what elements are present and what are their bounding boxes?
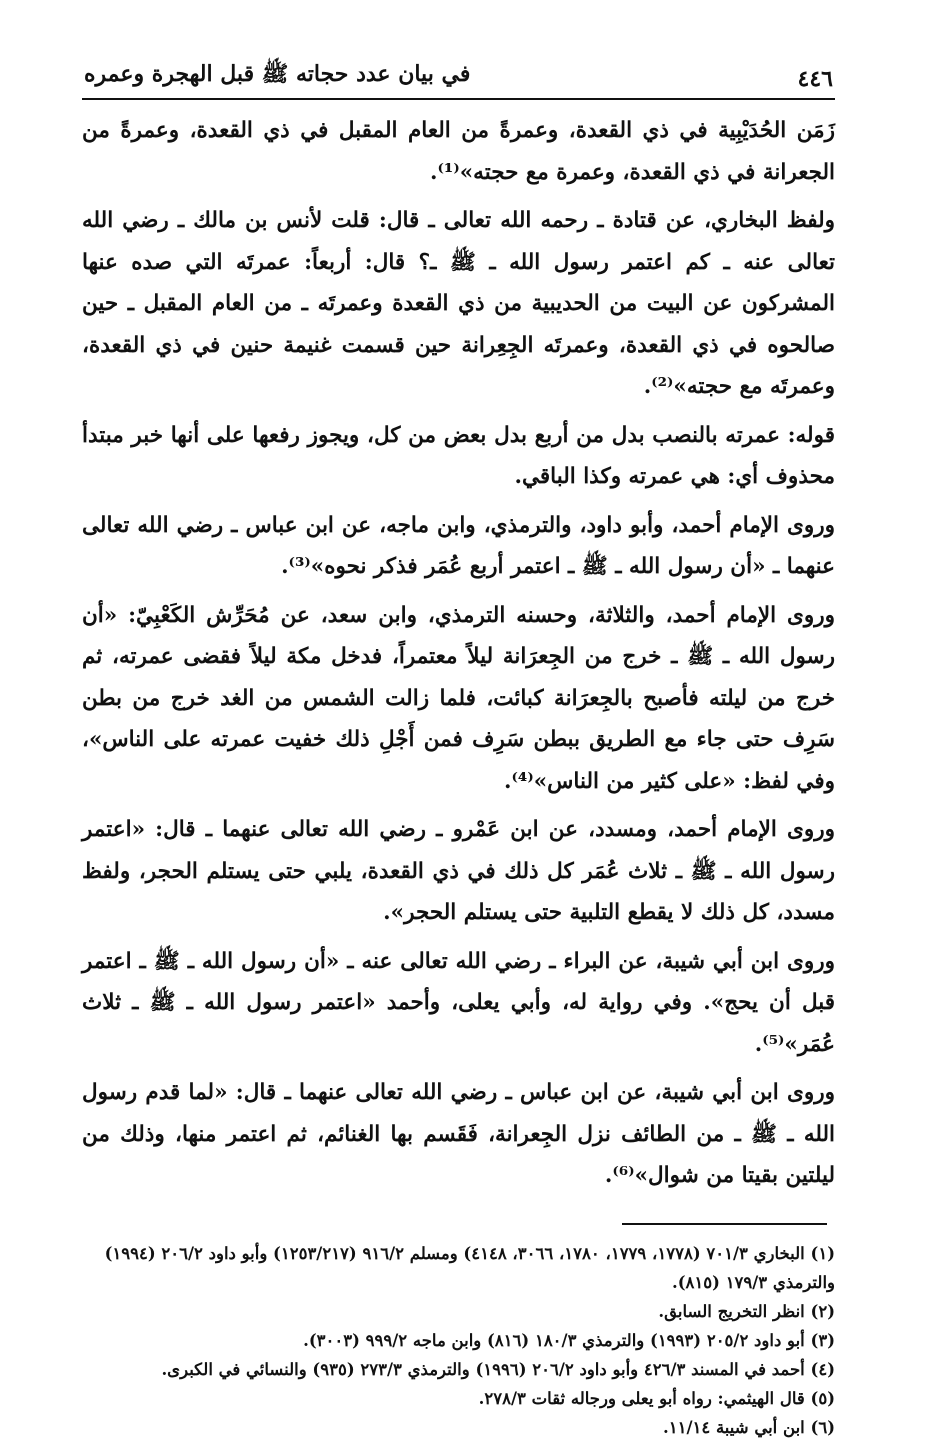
page-header <box>82 60 835 100</box>
footnotes <box>82 1239 835 1442</box>
paragraph: قوله: عمرته بالنصب بدل من أربع بدل بعض من كل، ويجوز رفعها على أنها خبر مبتدأ محذوف أي: هي عمرته وكذا الباقي. <box>82 422 835 489</box>
footnote: (٦) ابن أبي شيبة ١١/١٤. <box>662 1417 835 1437</box>
footnote-separator <box>622 1223 827 1225</box>
footnote: (٢) انظر التخريج السابق. <box>658 1301 835 1321</box>
paragraph: وروى الإمام أحمد، ومسدد، عن ابن عَمْرو ـ رضي الله تعالى عنهما ـ قال: «اعتمر رسول الله ـ ﷺ ـ ثلاث عُمَر كل ذلك في ذي القعدة، يلبي حتى يستلم الحجر، ولفظ مسدد، كل ذلك لا يقطع التلبية حتى يستلم الحجر». <box>82 817 835 925</box>
paragraph: وروى ابن أبي شيبة، عن ابن عباس ـ رضي الله تعالى عنهما ـ قال: «لما قدم رسول الله ـ ﷺ ـ من الطائف نزل الجِعرانة، فَقَسم بها الغنائم، ثم اعتمر منها، وذلك من ليلتين بقيتا من شوال»⁽⁶⁾. <box>82 1080 835 1188</box>
body-text <box>82 110 835 1197</box>
paragraph: وروى ابن أبي شيبة، عن البراء ـ رضي الله تعالى عنه ـ «أن رسول الله ـ ﷺ ـ اعتمر قبل أن يحج». وفي رواية له، وأبي يعلى، وأحمد «اعتمر رسول الله ـ ﷺ ـ ثلاث عُمَر»⁽⁵⁾. <box>82 948 835 1057</box>
paragraph: زَمَن الحُدَيْبِية في ذي القعدة، وعمرةً من العام المقبل في ذي القعدة، وعمرةً من الجعرانة في ذي القعدة، وعمرة مع حجته»⁽¹⁾. <box>82 118 835 185</box>
footnote: (٥) قال الهيثمي: رواه أبو يعلى ورجاله ثقات ٢٧٨/٣. <box>478 1388 835 1408</box>
paragraph: وروى الإمام أحمد، والثلاثة، وحسنه الترمذي، وابن سعد، عن مُحَرِّش الكَعْبِيّ: «أن رسول الله ـ ﷺ ـ خرج من الجِعرَانة ليلاً معتمراً، فدخل مكة ليلاً فقضى عمرته، ثم خرج من ليلته فأصبح بالجِعرَانة كبائت، فلما زالت الشمس من الغد خرج من بطن سَرِف حتى جاء مع الطريق ببطن سَرِف فمن أَجْلِ ذلك خفيت عمرته على الناس»، وفي لفظ: «على كثير من الناس»⁽⁴⁾. <box>82 602 835 794</box>
footnote: (٣) أبو داود ٢٠٥/٢ (١٩٩٣) والترمذي ١٨٠/٣ (٨١٦) وابن ماجه ٩٩٩/٢ (٣٠٠٣). <box>303 1330 835 1350</box>
running-title: في بيان عدد حجاته ﷺ قبل الهجرة وعمره <box>84 61 471 87</box>
page-number: ٤٤٦ <box>797 66 833 92</box>
footnote: (٤) أحمد في المسند ٤٢٦/٣ وأبو داود ٢٠٦/٢ (١٩٩٦) والترمذي ٢٧٣/٣ (٩٣٥) والنسائي في الكبرى. <box>161 1359 835 1379</box>
footnote: (١) البخاري ٧٠١/٣ (١٧٧٨، ١٧٧٩، ١٧٨٠، ٣٠٦٦، ٤١٤٨) ومسلم ٩١٦/٢ (١٢٥٣/٢١٧) وأبو داود ٢٠٦/٢ (١٩٩٤) والترمذي ١٧٩/٣ (٨١٥). <box>104 1243 835 1292</box>
paragraph: وروى الإمام أحمد، وأبو داود، والترمذي، وابن ماجه، عن ابن عباس ـ رضي الله تعالى عنهما ـ «أن رسول الله ـ ﷺ ـ اعتمر أربع عُمَر فذكر نحوه»⁽³⁾. <box>82 512 835 579</box>
paragraph: ولفظ البخاري، عن قتادة ـ رحمه الله تعالى ـ قال: قلت لأنس بن مالك ـ رضي الله تعالى عنه ـ كم اعتمر رسول الله ـ ﷺ ـ؟ قال: أربعاً: عمرتَه التي صده عنها المشركون عن البيت من الحديبية من ذي القعدة وعمرتَه ـ من العام المقبل ـ حين صالحوه في ذي القعدة، وعمرتَه الجِعِرانة حين قسمت غنيمة حنين في ذي القعدة، وعمرتَه مع حجته»⁽²⁾. <box>82 208 835 399</box>
